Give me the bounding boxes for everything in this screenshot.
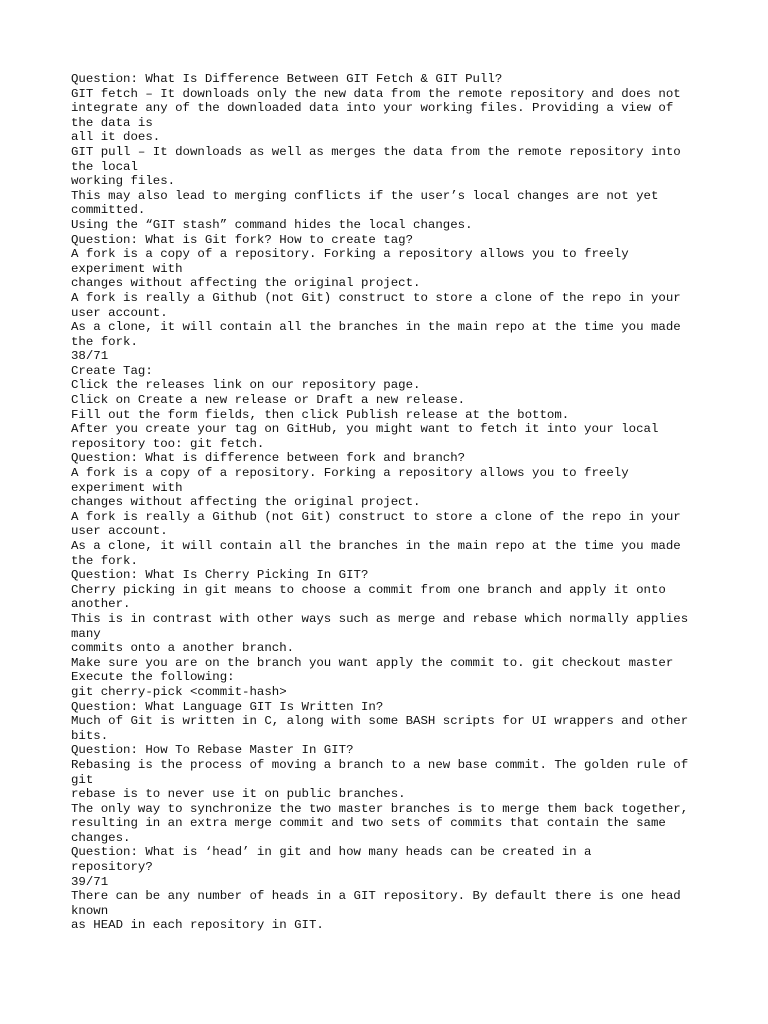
text-line: Make sure you are on the branch you want apply the commit to. git checkout master [71,655,674,670]
text-line: the data is [71,115,153,130]
text-line: user account. [71,524,168,539]
text-line: Using the “GIT stash” command hides the local changes. [71,217,473,232]
text-line: Much of Git is written in C, along with some BASH scripts for UI wrappers and other [71,714,689,729]
text-line: experiment with [71,261,183,276]
text-line: As a clone, it will contain all the branches in the main repo at the time you made [71,320,681,335]
text-line: the local [71,159,138,174]
text-line: the fork. [71,553,138,568]
text-line: A fork is a copy of a repository. Forking a repository allows you to freely [71,247,629,262]
text-line: The only way to synchronize the two master branches is to merge them back together, [71,801,689,816]
text-line: bits. [71,728,109,743]
text-line: working files. [71,174,176,189]
text-line: Question: What is difference between fork and branch? [71,451,466,466]
text-line: repository too: git fetch. [71,436,265,451]
text-line: many [71,626,101,641]
text-line: A fork is really a Github (not Git) construct to store a clone of the repo in your [71,290,681,305]
text-line: rebase is to never use it on public branches. [71,787,406,802]
document-page [71,72,711,933]
text-line: git cherry-pick <commit-hash> [71,684,287,699]
text-line: Question: How To Rebase Master In GIT? [71,743,354,758]
text-line: GIT pull – It downloads as well as merges the data from the remote repository into [71,144,681,159]
text-line: Execute the following: [71,670,235,685]
text-line: As a clone, it will contain all the branches in the main repo at the time you made [71,539,681,553]
text-line: 39/71 [71,874,109,889]
text-line: committed. [71,203,146,218]
text-line: Fill out the form fields, then click Publish release at the bottom. [71,407,570,422]
text-line: After you create your tag on GitHub, you might want to fetch it into your local [71,422,659,437]
text-line: Question: What is Git fork? How to create tag? [71,232,414,247]
text-line: 38/71 [71,349,109,364]
text-line: repository? [71,860,153,875]
text-line: integrate any of the downloaded data into your working files. Providing a view of [71,101,674,116]
text-line: Click the releases link on our repository page. [71,378,421,393]
text-line: another. [71,597,131,612]
text-line: as HEAD in each repository in GIT. [71,918,324,933]
text-line: Question: What is ‘head’ in git and how many heads can be created in a [71,845,592,860]
text-line: the fork. [71,334,138,349]
text-line: A fork is really a Github (not Git) construct to store a clone of the repo in your [71,509,681,524]
text-line: known [71,903,109,918]
text-line: Create Tag: [71,363,153,378]
text-line: GIT fetch – It downloads only the new data from the remote repository and does not [71,86,681,101]
text-line: There can be any number of heads in a GIT repository. By default there is one head [71,889,681,904]
text-line: experiment with [71,480,183,495]
text-line: git [71,772,94,787]
text-line: Question: What Is Difference Between GIT Fetch & GIT Pull? [71,72,503,86]
text-line: user account. [71,305,168,320]
text-line: changes without affecting the original project. [71,276,421,291]
text-line: changes without affecting the original project. [71,495,421,510]
text-line: all it does. [71,130,161,145]
text-line: A fork is a copy of a repository. Forking a repository allows you to freely [71,466,629,481]
text-line: Question: What Is Cherry Picking In GIT? [71,568,369,583]
text-line: This may also lead to merging conflicts if the user’s local changes are not yet [71,188,659,203]
text-line: Question: What Language GIT Is Written In? [71,699,384,714]
text-line: commits onto a another branch. [71,641,295,656]
text-line: This is in contrast with other ways such as merge and rebase which normally applies [71,611,689,626]
text-line: Click on Create a new release or Draft a new release. [71,393,466,408]
text-line: Rebasing is the process of moving a branch to a new base commit. The golden rule of [71,757,689,772]
text-line: resulting in an extra merge commit and two sets of commits that contain the same [71,816,666,831]
text-line: changes. [71,830,131,845]
text-line: Cherry picking in git means to choose a commit from one branch and apply it onto [71,582,666,597]
